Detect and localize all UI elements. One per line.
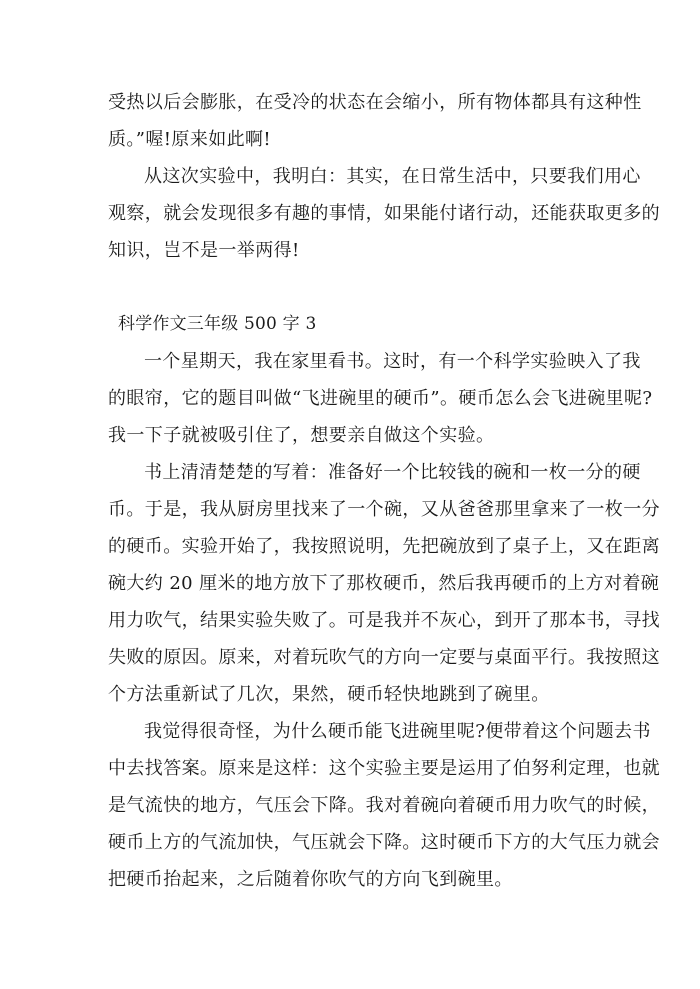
paragraph-continuation: [108, 84, 642, 158]
text-line: 观察，就会发现很多有趣的事情，如果能付诸行动，还能获取更多的: [108, 203, 660, 224]
text-line: 书上清清楚楚的写着：准备好一个比较钱的碗和一枚一分的硬: [144, 462, 641, 483]
text-line: 是气流快的地方，气压会下降。我对着碗向着硬币用力吹气的时候，: [108, 795, 660, 816]
paragraph-intro: [108, 343, 653, 454]
text-line: 个方法重新试了几次，果然，硬币轻快地跳到了碗里。: [108, 684, 550, 705]
text-line: 中去找答案。原来是这样：这个实验主要是运用了伯努利定理，也就: [108, 758, 660, 779]
section-heading: 科学作文三年级 500 字 3: [118, 314, 317, 334]
document-page: [108, 84, 660, 898]
text-line: 碗大约 20 厘米的地方放下了那枚硬币，然后我再硬币的上方对着碗: [108, 573, 660, 594]
text-line: 我觉得很奇怪，为什么硬币能飞进碗里呢?便带着这个问题去书: [144, 721, 651, 742]
text-line: 用力吹气，结果实验失败了。可是我并不灰心，到开了那本书，寻找: [108, 610, 660, 631]
section-gap: [108, 269, 594, 306]
text-line: 受热以后会膨胀，在受冷的状态在会缩小，所有物体都具有这种性: [108, 92, 642, 113]
paragraph-experiment: [108, 454, 660, 713]
text-line: 的硬币。实验开始了，我按照说明，先把碗放到了桌子上，又在距离: [108, 536, 660, 557]
paragraph-explanation: [108, 713, 660, 898]
text-line: 硬币上方的气流加快，气压就会下降。这时硬币下方的大气压力就会: [108, 832, 660, 853]
text-line: 币。于是，我从厨房里找来了一个碗，又从爸爸那里拿来了一枚一分: [108, 499, 660, 520]
text-line: 质。”喔!原来如此啊!: [108, 129, 272, 150]
text-line: 失败的原因。原来，对着玩吹气的方向一定要与桌面平行。我按照这: [108, 647, 660, 668]
text-line: 一个星期天，我在家里看书。这时，有一个科学实验映入了我: [144, 351, 641, 372]
text-line: 的眼帘，它的题目叫做“飞进碗里的硬币”。硬币怎么会飞进碗里呢?: [108, 388, 653, 409]
paragraph-conclusion: [108, 158, 660, 269]
text-line: 知识，岂不是一举两得!: [108, 240, 300, 261]
text-line: 我一下子就被吸引住了，想要亲自做这个实验。: [108, 425, 495, 446]
text-line: 从这次实验中，我明白：其实，在日常生活中，只要我们用心: [144, 166, 641, 187]
text-line: 把硬币抬起来，之后随着你吹气的方向飞到碗里。: [108, 869, 513, 890]
